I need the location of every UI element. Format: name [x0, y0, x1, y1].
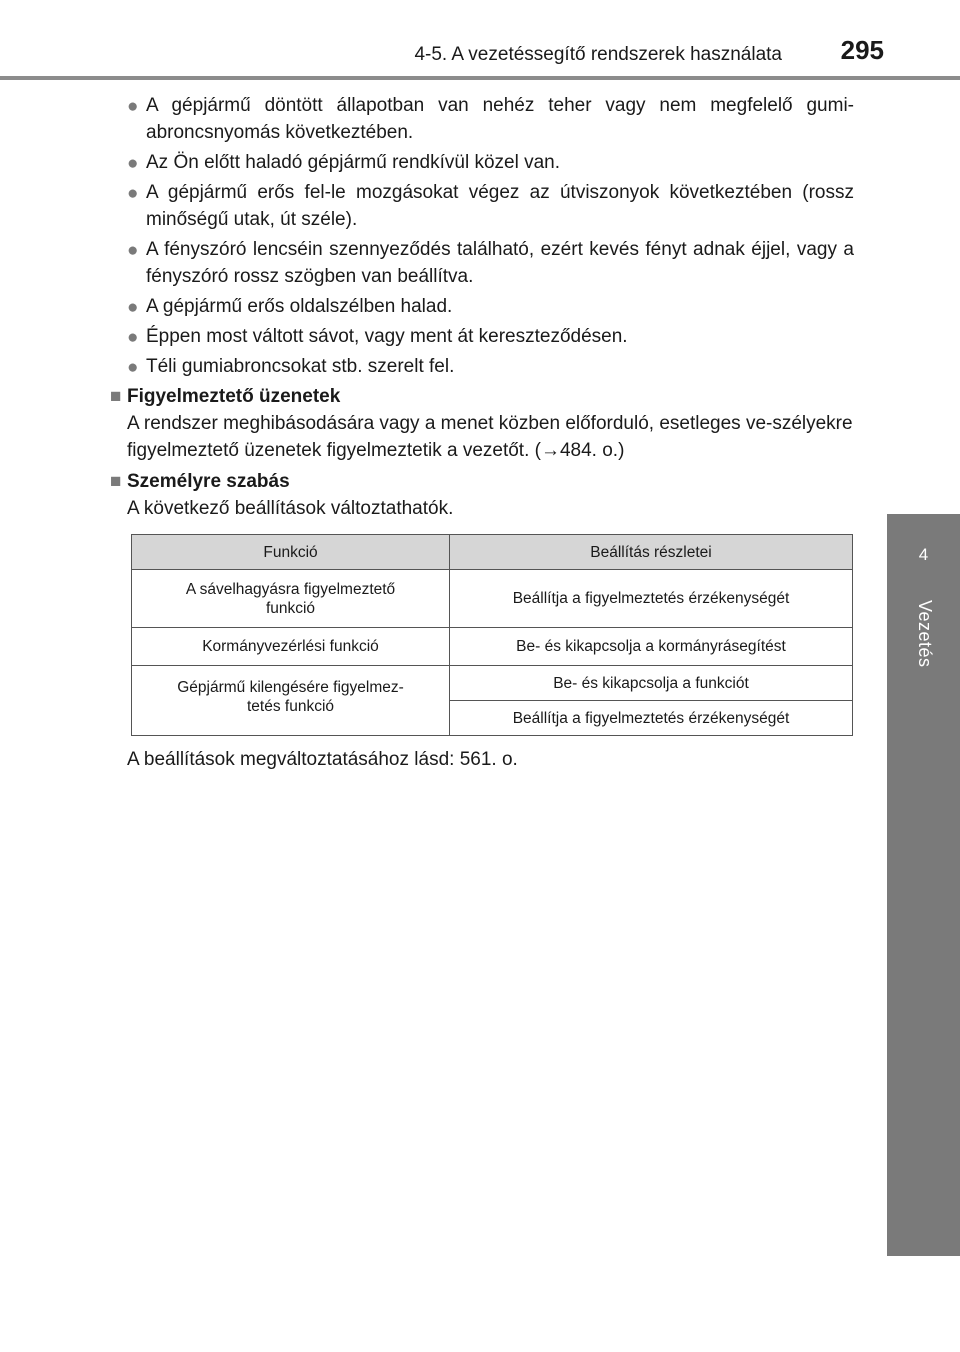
customization-paragraph: A következő beállítások változtathatók.: [127, 498, 454, 519]
warnings-heading: [110, 383, 854, 410]
bullet-icon: ●: [127, 357, 139, 378]
bullet-icon: ●: [127, 297, 139, 318]
main-content: [110, 92, 854, 522]
bullet-icon: ●: [127, 327, 139, 348]
list-item-text: A fényszóró lencséin szennyeződés található, ezért kevés fényt adnak éjjel, vagy a fényszóró rossz szögben van beállítva.: [146, 239, 854, 287]
settings-table: [131, 534, 853, 736]
detail-cell: Beállítja a figyelmeztetés érzékenységét: [450, 701, 853, 736]
column-header-function: Funkció: [132, 535, 450, 570]
chapter-label: Vezetés: [915, 600, 935, 668]
list-item: [127, 353, 854, 380]
list-item-text: Az Ön előtt haladó gépjármű rendkívül közel van.: [146, 152, 561, 173]
bullet-icon: ●: [127, 240, 139, 261]
function-line: Gépjármű kilengésére figyelmez-: [177, 679, 404, 696]
column-header-details: Beállítás részletei: [450, 535, 853, 570]
page-number: 295: [840, 35, 884, 65]
detail-cell: Be- és kikapcsolja a kormányrásegítést: [450, 628, 853, 666]
list-item: [127, 323, 854, 350]
list-item-text: A gépjármű erős oldalszélben halad.: [146, 296, 453, 317]
function-line: funkció: [265, 599, 316, 617]
function-cell: [132, 666, 450, 736]
list-item: [127, 149, 854, 176]
function-line: tetés funkció: [246, 698, 335, 715]
section-square-icon: ■: [110, 471, 122, 492]
page-reference-link[interactable]: 484. o.): [559, 440, 625, 461]
table-row: [132, 666, 853, 701]
bullet-icon: ●: [127, 183, 139, 204]
table-header-row: [132, 535, 853, 570]
function-cell: Kormányvezérlési funkció: [132, 628, 450, 666]
section-square-icon: ■: [110, 386, 122, 407]
chapter-number: 4: [918, 545, 929, 564]
table-row: [132, 628, 853, 666]
detail-cell: Beállítja a figyelmeztetés érzékenységét: [450, 570, 853, 628]
chapter-tab[interactable]: [887, 514, 960, 596]
bullet-icon: ●: [127, 96, 139, 117]
list-item-text: A gépjármű döntött állapotban van nehéz teher vagy nem megfelelő gumi-abroncsnyomás következtében.: [146, 95, 854, 143]
warnings-paragraph: [127, 410, 854, 464]
function-line: A sávelhagyásra figyelmeztető: [185, 580, 396, 598]
chapter-label-container: [887, 600, 960, 690]
chapter-tab-bar: [887, 596, 960, 1256]
list-item: [127, 92, 854, 146]
header-divider: [0, 76, 960, 80]
list-item: [127, 179, 854, 233]
customization-heading: [110, 468, 854, 495]
list-item: [127, 236, 854, 290]
list-item-text: A gépjármű erős fel-le mozgásokat végez az útviszonyok következtében (rossz minőségű utak, út széle).: [146, 182, 854, 230]
list-item-text: Téli gumiabroncsokat stb. szerelt fel.: [146, 356, 455, 377]
list-item-text: Éppen most váltott sávot, vagy ment át kereszteződésen.: [146, 326, 628, 347]
settings-reference-note: A beállítások megváltoztatásához lásd: 561. o.: [127, 749, 518, 770]
customization-heading-text: Személyre szabás: [127, 471, 290, 492]
section-title: 4-5. A vezetéssegítő rendszerek használata: [414, 44, 782, 65]
reference-arrow-icon: →: [540, 440, 560, 461]
table-row: [132, 570, 853, 628]
bullet-icon: ●: [127, 153, 139, 174]
list-item: [127, 293, 854, 320]
detail-cell: Be- és kikapcsolja a funkciót: [450, 666, 853, 701]
function-cell: [132, 570, 450, 628]
warnings-heading-text: Figyelmeztető üzenetek: [127, 386, 341, 407]
warnings-text: A rendszer meghibásodására vagy a menet közben előforduló, esetleges ve-szélyekre figyelmeztető üzenetek figyelmeztetik a vezetőt. (: [127, 413, 853, 461]
